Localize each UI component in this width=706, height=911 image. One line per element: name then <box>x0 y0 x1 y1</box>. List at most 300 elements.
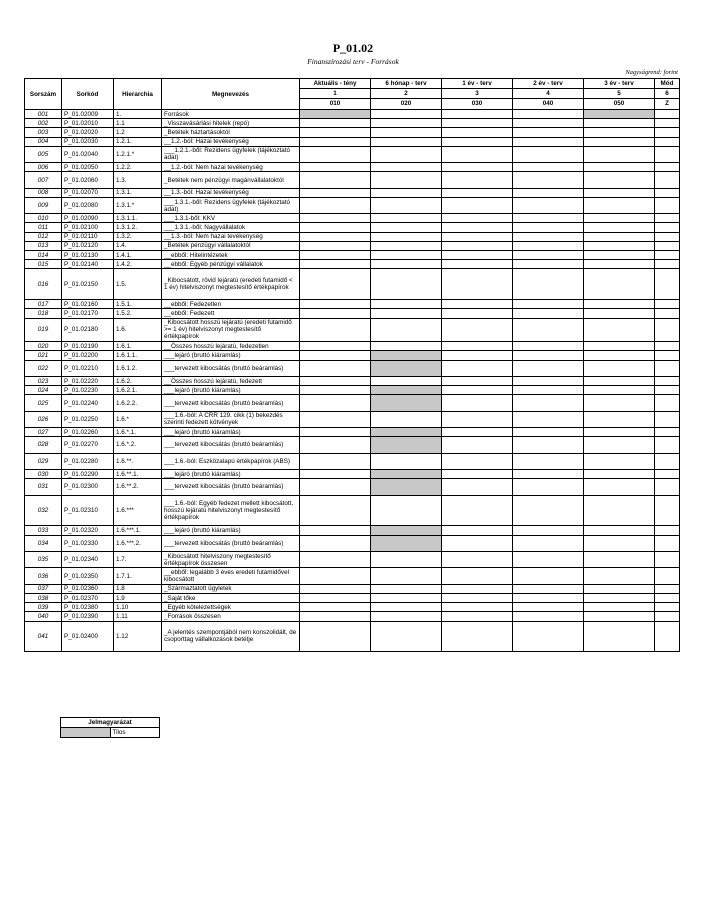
value-cell-1[interactable] <box>300 128 371 137</box>
value-cell-5[interactable] <box>584 232 655 241</box>
value-cell-1[interactable] <box>300 351 371 360</box>
col-code-4: 040 <box>513 98 584 109</box>
value-cell-6[interactable] <box>655 376 680 385</box>
value-cell-2[interactable] <box>371 269 442 300</box>
value-cell-4[interactable] <box>513 411 584 427</box>
value-cell-5[interactable] <box>584 342 655 351</box>
value-cell-2[interactable] <box>371 137 442 146</box>
value-cell-6[interactable] <box>655 584 680 593</box>
value-cell-5[interactable] <box>584 119 655 128</box>
value-cell-2[interactable] <box>371 479 442 495</box>
row-megnevezes: ___lejáró (bruttó kiáramlás) <box>162 428 300 437</box>
value-cell-2[interactable] <box>371 584 442 593</box>
value-cell-3[interactable] <box>442 453 513 469</box>
value-cell-4[interactable] <box>513 437 584 453</box>
row-hierarchia: 1.6.***.2. <box>114 535 162 551</box>
value-cell-6[interactable] <box>655 223 680 232</box>
col-code-5: 050 <box>584 98 655 109</box>
row-hierarchia: 1.6.1.1. <box>114 351 162 360</box>
value-cell-5[interactable] <box>584 453 655 469</box>
value-cell-3[interactable] <box>442 110 513 119</box>
value-cell-5[interactable] <box>584 594 655 603</box>
value-cell-5[interactable] <box>584 269 655 300</box>
value-cell-6[interactable] <box>655 300 680 309</box>
row-sorkod: P_01.02009 <box>62 110 114 119</box>
value-cell-6[interactable] <box>655 360 680 376</box>
row-sorkod: P_01.02230 <box>62 386 114 395</box>
value-cell-2[interactable] <box>371 395 442 411</box>
value-cell-6[interactable] <box>655 479 680 495</box>
value-cell-5[interactable] <box>584 214 655 223</box>
value-cell-1[interactable] <box>300 603 371 612</box>
row-sorkod: P_01.02210 <box>62 360 114 376</box>
value-cell-5[interactable] <box>584 386 655 395</box>
value-cell-4[interactable] <box>513 395 584 411</box>
value-cell-3[interactable] <box>442 172 513 188</box>
value-cell-5[interactable] <box>584 137 655 146</box>
value-cell-6[interactable] <box>655 251 680 260</box>
value-cell-6[interactable] <box>655 470 680 479</box>
value-cell-3[interactable] <box>442 214 513 223</box>
value-cell-6[interactable] <box>655 260 680 269</box>
value-cell-4[interactable] <box>513 232 584 241</box>
value-cell-2[interactable] <box>371 386 442 395</box>
value-cell-2[interactable] <box>371 376 442 385</box>
value-cell-4[interactable] <box>513 137 584 146</box>
value-cell-1[interactable] <box>300 535 371 551</box>
value-cell-3[interactable] <box>442 395 513 411</box>
value-cell-4[interactable] <box>513 309 584 318</box>
value-cell-2[interactable] <box>371 411 442 427</box>
value-cell-1[interactable] <box>300 552 371 568</box>
value-cell-1[interactable] <box>300 260 371 269</box>
value-cell-1[interactable] <box>300 395 371 411</box>
value-cell-1[interactable] <box>300 110 371 119</box>
value-cell-5[interactable] <box>584 376 655 385</box>
value-cell-1[interactable] <box>300 342 371 351</box>
value-cell-1[interactable] <box>300 146 371 162</box>
row-hierarchia: 1.6.*** <box>114 495 162 526</box>
value-cell-3[interactable] <box>442 386 513 395</box>
value-cell-3[interactable] <box>442 197 513 213</box>
header-sorszam: Sorszám <box>25 79 62 110</box>
value-cell-6[interactable] <box>655 351 680 360</box>
row-sorkod: P_01.02330 <box>62 535 114 551</box>
value-cell-5[interactable] <box>584 535 655 551</box>
value-cell-2[interactable] <box>371 232 442 241</box>
value-cell-2[interactable] <box>371 495 442 526</box>
row-megnevezes: ___tervezett kibocsátás (bruttó beáramlás) <box>162 479 300 495</box>
value-cell-3[interactable] <box>442 251 513 260</box>
value-cell-4[interactable] <box>513 594 584 603</box>
value-cell-2[interactable] <box>371 188 442 197</box>
row-sorkod: P_01.02380 <box>62 603 114 612</box>
row-sorszam: 004 <box>25 137 62 146</box>
value-cell-2[interactable] <box>371 309 442 318</box>
value-cell-1[interactable] <box>300 251 371 260</box>
value-cell-6[interactable] <box>655 453 680 469</box>
value-cell-3[interactable] <box>442 526 513 535</box>
value-cell-1[interactable] <box>300 479 371 495</box>
value-cell-6[interactable] <box>655 612 680 621</box>
row-megnevezes: ___tervezett kibocsátás (bruttó beáramlás) <box>162 360 300 376</box>
value-cell-4[interactable] <box>513 568 584 584</box>
value-cell-3[interactable] <box>442 137 513 146</box>
value-cell-2[interactable] <box>371 318 442 342</box>
value-cell-2[interactable] <box>371 146 442 162</box>
value-cell-1[interactable] <box>300 526 371 535</box>
value-cell-5[interactable] <box>584 146 655 162</box>
value-cell-3[interactable] <box>442 360 513 376</box>
row-megnevezes: __1.2.-ból: Hazai tevékenység <box>162 137 300 146</box>
value-cell-2[interactable] <box>371 128 442 137</box>
value-cell-3[interactable] <box>442 411 513 427</box>
value-cell-6[interactable] <box>655 163 680 172</box>
value-cell-1[interactable] <box>300 309 371 318</box>
row-hierarchia: 1.6.**.2. <box>114 479 162 495</box>
row-megnevezes: _Származtatott ügyletek <box>162 584 300 593</box>
value-cell-2[interactable] <box>371 342 442 351</box>
value-cell-3[interactable] <box>442 232 513 241</box>
value-cell-1[interactable] <box>300 568 371 584</box>
col-num-2: 2 <box>371 88 442 98</box>
value-cell-6[interactable] <box>655 535 680 551</box>
value-cell-3[interactable] <box>442 188 513 197</box>
row-sorkod: P_01.02290 <box>62 470 114 479</box>
value-cell-6[interactable] <box>655 526 680 535</box>
value-cell-1[interactable] <box>300 269 371 300</box>
value-cell-6[interactable] <box>655 241 680 250</box>
value-cell-1[interactable] <box>300 495 371 526</box>
value-cell-3[interactable] <box>442 223 513 232</box>
value-cell-5[interactable] <box>584 197 655 213</box>
value-cell-6[interactable] <box>655 437 680 453</box>
value-cell-2[interactable] <box>371 612 442 621</box>
value-cell-4[interactable] <box>513 495 584 526</box>
value-cell-1[interactable] <box>300 214 371 223</box>
value-cell-1[interactable] <box>300 470 371 479</box>
value-cell-5[interactable] <box>584 241 655 250</box>
row-megnevezes: _Visszavásárlási hitelek (repó) <box>162 119 300 128</box>
value-cell-3[interactable] <box>442 342 513 351</box>
value-cell-6[interactable] <box>655 128 680 137</box>
value-cell-2[interactable] <box>371 360 442 376</box>
value-cell-4[interactable] <box>513 584 584 593</box>
value-cell-1[interactable] <box>300 376 371 385</box>
value-cell-4[interactable] <box>513 223 584 232</box>
value-cell-6[interactable] <box>655 318 680 342</box>
row-megnevezes: _Saját tőke <box>162 594 300 603</box>
value-cell-4[interactable] <box>513 260 584 269</box>
value-cell-3[interactable] <box>442 309 513 318</box>
value-cell-6[interactable] <box>655 411 680 427</box>
value-cell-5[interactable] <box>584 300 655 309</box>
row-sorszam: 034 <box>25 535 62 551</box>
value-cell-4[interactable] <box>513 621 584 652</box>
table-row <box>25 428 680 437</box>
value-cell-6[interactable] <box>655 621 680 652</box>
value-cell-6[interactable] <box>655 146 680 162</box>
value-cell-4[interactable] <box>513 172 584 188</box>
row-hierarchia: 1.11 <box>114 612 162 621</box>
value-cell-2[interactable] <box>371 163 442 172</box>
value-cell-5[interactable] <box>584 568 655 584</box>
row-hierarchia: 1.6.2.1. <box>114 386 162 395</box>
value-cell-1[interactable] <box>300 172 371 188</box>
value-cell-2[interactable] <box>371 251 442 260</box>
row-sorkod: P_01.02060 <box>62 172 114 188</box>
value-cell-4[interactable] <box>513 612 584 621</box>
table-row <box>25 214 680 223</box>
value-cell-1[interactable] <box>300 188 371 197</box>
value-cell-3[interactable] <box>442 495 513 526</box>
header-megnevezes: Megnevezés <box>162 79 300 110</box>
value-cell-3[interactable] <box>442 621 513 652</box>
value-cell-5[interactable] <box>584 110 655 119</box>
value-cell-5[interactable] <box>584 309 655 318</box>
value-cell-5[interactable] <box>584 163 655 172</box>
value-cell-4[interactable] <box>513 163 584 172</box>
value-cell-1[interactable] <box>300 437 371 453</box>
value-cell-1[interactable] <box>300 386 371 395</box>
data-table <box>24 78 680 652</box>
row-sorkod: P_01.02040 <box>62 146 114 162</box>
row-sorszam: 008 <box>25 188 62 197</box>
value-cell-2[interactable] <box>371 223 442 232</box>
value-cell-3[interactable] <box>442 241 513 250</box>
value-cell-6[interactable] <box>655 495 680 526</box>
value-cell-2[interactable] <box>371 621 442 652</box>
value-cell-5[interactable] <box>584 526 655 535</box>
table-row <box>25 411 680 427</box>
value-cell-6[interactable] <box>655 603 680 612</box>
value-cell-2[interactable] <box>371 453 442 469</box>
value-cell-2[interactable] <box>371 197 442 213</box>
value-cell-5[interactable] <box>584 351 655 360</box>
value-cell-2[interactable] <box>371 552 442 568</box>
value-cell-3[interactable] <box>442 376 513 385</box>
value-cell-2[interactable] <box>371 119 442 128</box>
value-cell-1[interactable] <box>300 428 371 437</box>
value-cell-2[interactable] <box>371 526 442 535</box>
value-cell-5[interactable] <box>584 479 655 495</box>
value-cell-4[interactable] <box>513 479 584 495</box>
row-sorkod: P_01.02390 <box>62 612 114 621</box>
value-cell-3[interactable] <box>442 428 513 437</box>
value-cell-5[interactable] <box>584 470 655 479</box>
value-cell-5[interactable] <box>584 318 655 342</box>
value-cell-5[interactable] <box>584 260 655 269</box>
value-cell-1[interactable] <box>300 163 371 172</box>
value-cell-6[interactable] <box>655 232 680 241</box>
row-megnevezes: ___1.3.1.-ből: Nagyvállalatok <box>162 223 300 232</box>
value-cell-3[interactable] <box>442 318 513 342</box>
value-cell-4[interactable] <box>513 197 584 213</box>
value-cell-1[interactable] <box>300 612 371 621</box>
value-cell-5[interactable] <box>584 411 655 427</box>
value-cell-2[interactable] <box>371 568 442 584</box>
value-cell-4[interactable] <box>513 453 584 469</box>
value-cell-5[interactable] <box>584 495 655 526</box>
value-cell-1[interactable] <box>300 232 371 241</box>
value-cell-3[interactable] <box>442 535 513 551</box>
value-cell-2[interactable] <box>371 260 442 269</box>
value-cell-3[interactable] <box>442 119 513 128</box>
value-cell-1[interactable] <box>300 318 371 342</box>
row-megnevezes: ___1.6.-ból: Eszközalapú értékpapírok (ABS) <box>162 453 300 469</box>
row-sorszam: 029 <box>25 453 62 469</box>
table-body <box>25 110 680 652</box>
value-cell-1[interactable] <box>300 360 371 376</box>
row-megnevezes: _Betétek nem pénzügyi magánvállalatoktól <box>162 172 300 188</box>
value-cell-6[interactable] <box>655 214 680 223</box>
value-cell-5[interactable] <box>584 188 655 197</box>
value-cell-3[interactable] <box>442 300 513 309</box>
value-cell-5[interactable] <box>584 437 655 453</box>
value-cell-6[interactable] <box>655 594 680 603</box>
value-cell-4[interactable] <box>513 300 584 309</box>
value-cell-4[interactable] <box>513 526 584 535</box>
row-hierarchia: 1.7.1. <box>114 568 162 584</box>
value-cell-5[interactable] <box>584 621 655 652</box>
value-cell-3[interactable] <box>442 479 513 495</box>
value-cell-1[interactable] <box>300 137 371 146</box>
value-cell-2[interactable] <box>371 214 442 223</box>
value-cell-3[interactable] <box>442 269 513 300</box>
value-cell-3[interactable] <box>442 437 513 453</box>
value-cell-1[interactable] <box>300 197 371 213</box>
value-cell-3[interactable] <box>442 612 513 621</box>
value-cell-2[interactable] <box>371 470 442 479</box>
value-cell-4[interactable] <box>513 360 584 376</box>
value-cell-5[interactable] <box>584 128 655 137</box>
value-cell-1[interactable] <box>300 453 371 469</box>
value-cell-4[interactable] <box>513 470 584 479</box>
value-cell-2[interactable] <box>371 110 442 119</box>
value-cell-4[interactable] <box>513 119 584 128</box>
value-cell-3[interactable] <box>442 146 513 162</box>
value-cell-4[interactable] <box>513 351 584 360</box>
value-cell-6[interactable] <box>655 386 680 395</box>
value-cell-5[interactable] <box>584 428 655 437</box>
value-cell-4[interactable] <box>513 110 584 119</box>
value-cell-6[interactable] <box>655 269 680 300</box>
value-cell-5[interactable] <box>584 584 655 593</box>
value-cell-4[interactable] <box>513 552 584 568</box>
row-sorkod: P_01.02050 <box>62 163 114 172</box>
value-cell-2[interactable] <box>371 535 442 551</box>
value-cell-4[interactable] <box>513 428 584 437</box>
value-cell-4[interactable] <box>513 269 584 300</box>
value-cell-4[interactable] <box>513 535 584 551</box>
row-sorkod: P_01.02020 <box>62 128 114 137</box>
value-cell-1[interactable] <box>300 119 371 128</box>
row-sorszam: 002 <box>25 119 62 128</box>
value-cell-2[interactable] <box>371 172 442 188</box>
value-cell-4[interactable] <box>513 188 584 197</box>
value-cell-4[interactable] <box>513 214 584 223</box>
row-sorkod: P_01.02150 <box>62 269 114 300</box>
value-cell-3[interactable] <box>442 128 513 137</box>
row-sorkod: P_01.02030 <box>62 137 114 146</box>
value-cell-6[interactable] <box>655 342 680 351</box>
value-cell-1[interactable] <box>300 594 371 603</box>
value-cell-3[interactable] <box>442 163 513 172</box>
value-cell-5[interactable] <box>584 172 655 188</box>
value-cell-3[interactable] <box>442 584 513 593</box>
value-cell-4[interactable] <box>513 251 584 260</box>
value-cell-1[interactable] <box>300 300 371 309</box>
value-cell-1[interactable] <box>300 621 371 652</box>
row-sorszam: 030 <box>25 470 62 479</box>
value-cell-6[interactable] <box>655 552 680 568</box>
table-row <box>25 110 680 119</box>
value-cell-5[interactable] <box>584 360 655 376</box>
value-cell-4[interactable] <box>513 603 584 612</box>
row-hierarchia: 1.3.1.* <box>114 197 162 213</box>
value-cell-3[interactable] <box>442 470 513 479</box>
value-cell-6[interactable] <box>655 428 680 437</box>
value-cell-1[interactable] <box>300 584 371 593</box>
value-cell-5[interactable] <box>584 223 655 232</box>
value-cell-1[interactable] <box>300 411 371 427</box>
value-cell-1[interactable] <box>300 241 371 250</box>
value-cell-6[interactable] <box>655 110 680 119</box>
value-cell-6[interactable] <box>655 395 680 411</box>
row-hierarchia: 1.6.* <box>114 411 162 427</box>
value-cell-3[interactable] <box>442 568 513 584</box>
value-cell-2[interactable] <box>371 428 442 437</box>
value-cell-3[interactable] <box>442 260 513 269</box>
value-cell-4[interactable] <box>513 128 584 137</box>
value-cell-6[interactable] <box>655 137 680 146</box>
value-cell-5[interactable] <box>584 251 655 260</box>
value-cell-4[interactable] <box>513 146 584 162</box>
value-cell-2[interactable] <box>371 351 442 360</box>
value-cell-2[interactable] <box>371 594 442 603</box>
value-cell-2[interactable] <box>371 603 442 612</box>
value-cell-2[interactable] <box>371 241 442 250</box>
value-cell-2[interactable] <box>371 437 442 453</box>
table-row <box>25 119 680 128</box>
value-cell-4[interactable] <box>513 386 584 395</box>
value-cell-4[interactable] <box>513 318 584 342</box>
value-cell-6[interactable] <box>655 197 680 213</box>
value-cell-4[interactable] <box>513 241 584 250</box>
value-cell-5[interactable] <box>584 395 655 411</box>
value-cell-6[interactable] <box>655 119 680 128</box>
value-cell-3[interactable] <box>442 594 513 603</box>
value-cell-1[interactable] <box>300 223 371 232</box>
value-cell-6[interactable] <box>655 568 680 584</box>
value-cell-5[interactable] <box>584 612 655 621</box>
row-hierarchia: 1.10 <box>114 603 162 612</box>
value-cell-2[interactable] <box>371 300 442 309</box>
row-megnevezes: ___tervezett kibocsátás (bruttó beáramlás) <box>162 395 300 411</box>
value-cell-6[interactable] <box>655 309 680 318</box>
value-cell-6[interactable] <box>655 188 680 197</box>
value-cell-4[interactable] <box>513 376 584 385</box>
value-cell-5[interactable] <box>584 603 655 612</box>
value-cell-4[interactable] <box>513 342 584 351</box>
value-cell-5[interactable] <box>584 552 655 568</box>
value-cell-3[interactable] <box>442 351 513 360</box>
row-hierarchia: 1.3. <box>114 172 162 188</box>
value-cell-3[interactable] <box>442 603 513 612</box>
value-cell-6[interactable] <box>655 172 680 188</box>
value-cell-3[interactable] <box>442 552 513 568</box>
row-sorkod: P_01.02400 <box>62 621 114 652</box>
